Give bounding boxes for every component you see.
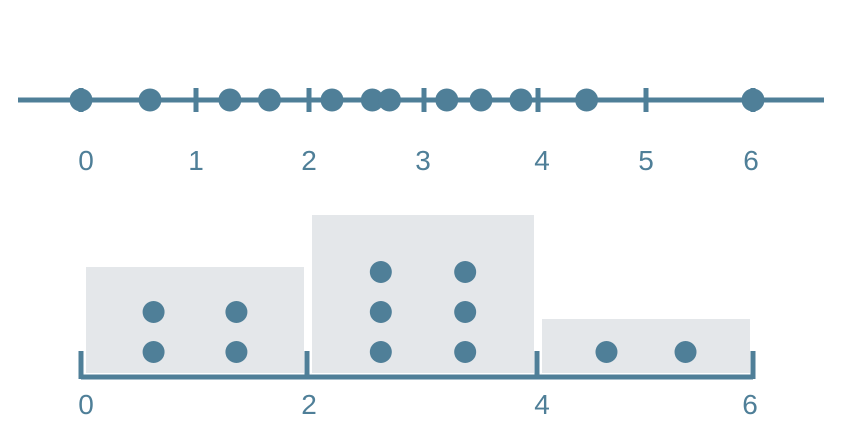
number-line-point-7 — [435, 89, 458, 112]
histogram-dot-0-1 — [225, 341, 247, 363]
histogram-dot-0-3 — [225, 301, 247, 323]
histogram-bins — [86, 215, 750, 373]
number-line-point-9 — [509, 89, 532, 112]
histogram-bin-1 — [312, 215, 534, 373]
histogram-dot-2-0 — [595, 341, 617, 363]
histogram-dot-1-1 — [454, 341, 476, 363]
number-line-label-0: 0 — [78, 145, 94, 176]
number-line-point-0 — [70, 89, 93, 112]
histogram-label-2: 2 — [301, 389, 317, 420]
number-line-point-1 — [139, 89, 162, 112]
histogram-bin-0 — [86, 267, 304, 373]
number-line-point-6 — [378, 89, 401, 112]
histogram-dot-1-4 — [370, 261, 392, 283]
histogram-label-4: 4 — [534, 389, 550, 420]
number-line-label-2: 2 — [301, 145, 317, 176]
number-line-label-6: 6 — [743, 145, 759, 176]
number-line-point-8 — [470, 89, 493, 112]
number-line-point-4 — [321, 89, 344, 112]
histogram-dot-1-0 — [370, 341, 392, 363]
histogram-dot-1-5 — [454, 261, 476, 283]
number-line-label-3: 3 — [415, 145, 431, 176]
number-line-point-11 — [742, 89, 765, 112]
number-line-label-1: 1 — [188, 145, 204, 176]
histogram-dot-2-1 — [675, 341, 697, 363]
number-line-point-10 — [575, 89, 598, 112]
histogram-dot-1-3 — [454, 301, 476, 323]
number-line-point-3 — [258, 89, 281, 112]
histogram-label-0: 0 — [78, 389, 94, 420]
histogram-bin-2 — [542, 319, 750, 373]
number-line-point-2 — [218, 89, 241, 112]
number-line-label-5: 5 — [638, 145, 654, 176]
histogram-dot-0-0 — [143, 341, 165, 363]
histogram-dot-1-2 — [370, 301, 392, 323]
histogram-dot-0-2 — [143, 301, 165, 323]
histogram-label-6: 6 — [742, 389, 758, 420]
number-line-label-4: 4 — [534, 145, 550, 176]
